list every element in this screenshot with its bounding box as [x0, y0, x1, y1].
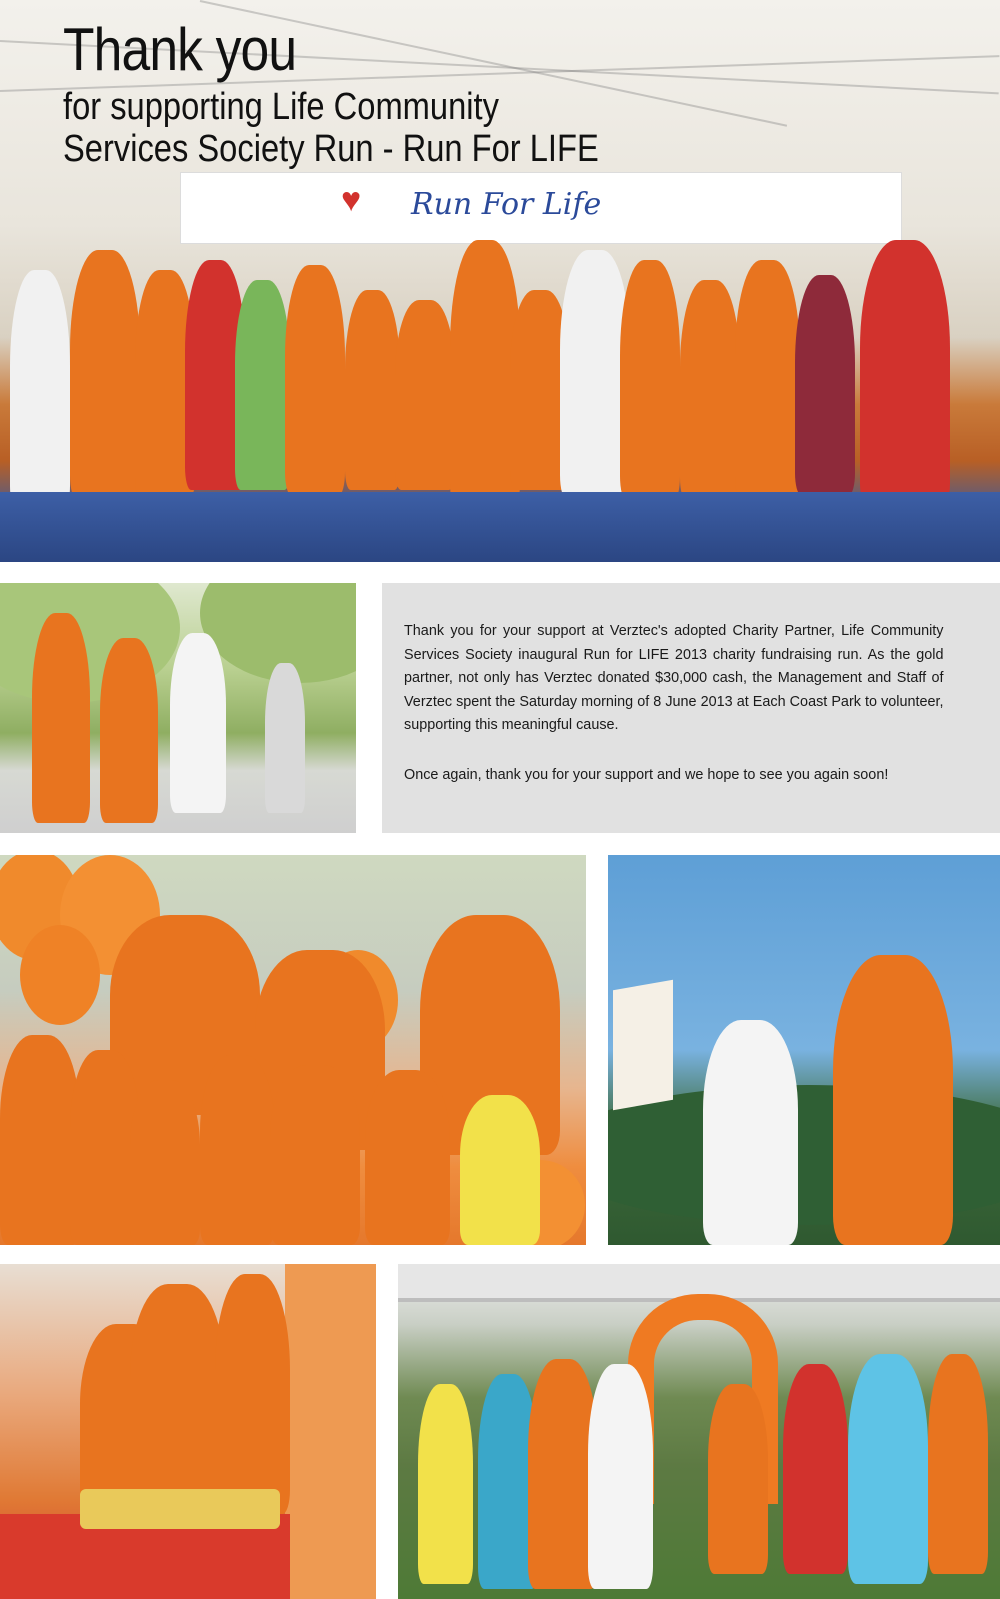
- stage-floor: [0, 492, 1000, 562]
- children-with-balloons-photo: [0, 855, 586, 1245]
- subtitle-line-1: for supporting Life Community: [63, 86, 499, 128]
- subtitle-line-2: Services Society Run - Run For LIFE: [63, 128, 599, 170]
- child-runner: [365, 1070, 450, 1245]
- participant: [10, 270, 70, 510]
- flag-off-photo: [608, 855, 1000, 1245]
- participant: [345, 290, 400, 490]
- snack-packets: [80, 1489, 280, 1529]
- volunteer: [215, 1274, 290, 1514]
- participant: [680, 280, 740, 500]
- participant: [395, 300, 455, 490]
- participant: [620, 260, 680, 500]
- walking-volunteers-photo: [0, 583, 356, 833]
- child-runner: [200, 1055, 275, 1245]
- cheering-volunteer: [833, 955, 953, 1245]
- run-for-life-logo: Run For Life: [411, 187, 602, 222]
- runner: [588, 1364, 653, 1589]
- participant: [795, 275, 855, 495]
- race-start-scene: [398, 1264, 1000, 1599]
- volunteer: [130, 1284, 225, 1514]
- girl-at-booth-photo: [0, 1264, 376, 1599]
- walking-person: [170, 633, 226, 813]
- child-runner: [460, 1095, 540, 1245]
- participant: [70, 250, 140, 500]
- photographer: [265, 663, 305, 813]
- page-title: Thank you: [63, 16, 297, 83]
- booth-scene: [0, 1264, 376, 1599]
- child-runner: [130, 1080, 200, 1245]
- runner: [783, 1364, 848, 1574]
- park-scene: [0, 583, 356, 833]
- participant: [860, 240, 950, 510]
- runner: [418, 1384, 473, 1584]
- heart-icon: ♥: [341, 181, 362, 219]
- participant: [735, 260, 800, 500]
- page-subtitle: [63, 86, 599, 170]
- flag-off-scene: [608, 855, 1000, 1245]
- orange-balloon: [20, 925, 100, 1025]
- walking-person: [100, 638, 158, 823]
- support-message: Thank you for your support at Verztec's adopted Charity Partner, Life Community Services Society inaugural Run for LIFE 2013 charity fundraising run. As the gold partner, not only has Verztec donated $30,000 cash, the Management and Staff of Verztec spent the Saturday morning of 8 June 2013 at Each Coast Park to volunteer, supporting this meaningful cause.: [404, 622, 944, 733]
- runner: [848, 1354, 928, 1584]
- start-flag: [613, 980, 673, 1111]
- runners-start-photo: [398, 1264, 1000, 1599]
- orange-pillar: [285, 1264, 376, 1599]
- child-runner: [270, 1065, 360, 1245]
- runner: [928, 1354, 988, 1574]
- participant: [285, 265, 345, 495]
- walking-person: [32, 613, 90, 823]
- participant: [235, 280, 290, 490]
- crowd-of-participants: [0, 230, 1000, 510]
- message-panel: [382, 583, 1000, 833]
- hero-group-photo: [0, 0, 1000, 562]
- balloon-scene: [0, 855, 586, 1245]
- closing-message: Once again, thank you for your support and we hope to see you again soon!: [404, 766, 889, 783]
- guest-of-honour: [703, 1020, 798, 1245]
- child-runner: [0, 1035, 80, 1245]
- runner: [708, 1384, 768, 1574]
- hero-photo-scene: [0, 0, 1000, 562]
